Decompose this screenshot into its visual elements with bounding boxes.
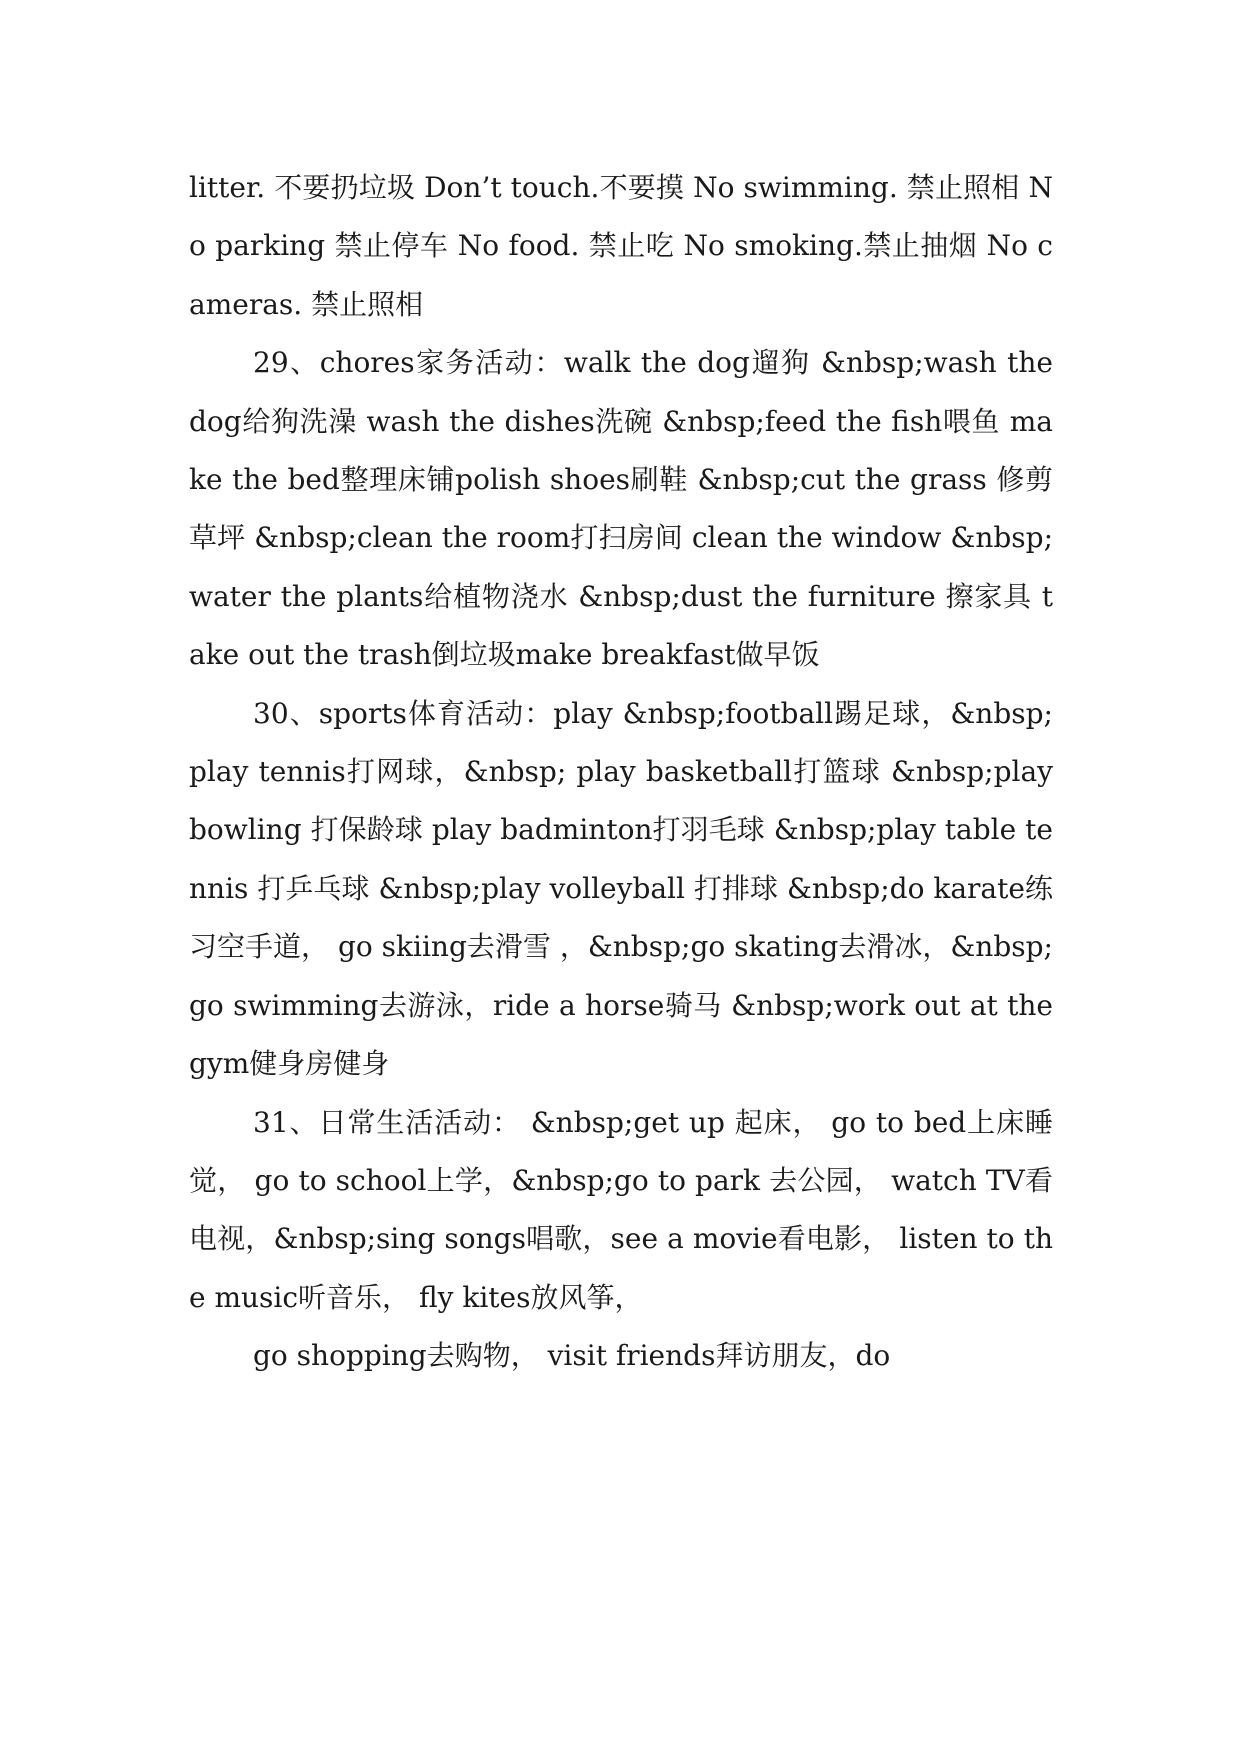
paragraph-sports: 30、sports体育活动：play &nbsp;football踢足球，&nbsp;play tennis打网球，&nbsp; play basketball打篮球 &nbsp;play bowling 打保龄球 play badminton打羽毛球 &nbsp;play table tennis 打乒乓球 &nbsp;play volleyball 打排球 &nbsp;do karate练习空手道， go skiing去滑雪 ，&nbsp;go skating去滑冰，&nbsp;go swimming去游泳，ride a horse骑马 &nbsp;work out at the gym健身房健身: [189, 696, 1053, 1081]
document-body: [189, 159, 1053, 1386]
paragraph-leisure: go shopping去购物， visit friends拜访朋友，do: [253, 1339, 891, 1373]
paragraph-chores: 29、chores家务活动：walk the dog遛狗 &nbsp;wash the dog给狗洗澡 wash the dishes洗碗 &nbsp;feed the fish喂鱼 make the bed整理床铺polish shoes刷鞋 &nbsp;cut the grass 修剪草坪 &nbsp;clean the room打扫房间 clean the window &nbsp; water the plants给植物浇水 &nbsp;dust the furniture 擦家具 take out the trash倒垃圾make breakfast做早饭: [189, 346, 1053, 672]
paragraph-daily-activities: 31、日常生活活动： &nbsp;get up 起床， go to bed上床睡觉， go to school上学，&nbsp;go to park 去公园， watch TV看电视，&nbsp;sing songs唱歌，see a movie看电影， listen to the music听音乐， fly kites放风筝，: [189, 1105, 1053, 1314]
paragraph-signs: litter. 不要扔垃圾 Don’t touch.不要摸 No swimming. 禁止照相 No parking 禁止停车 No food. 禁止吃 No smoking.禁止抽烟 No cameras. 禁止照相: [189, 171, 1053, 321]
